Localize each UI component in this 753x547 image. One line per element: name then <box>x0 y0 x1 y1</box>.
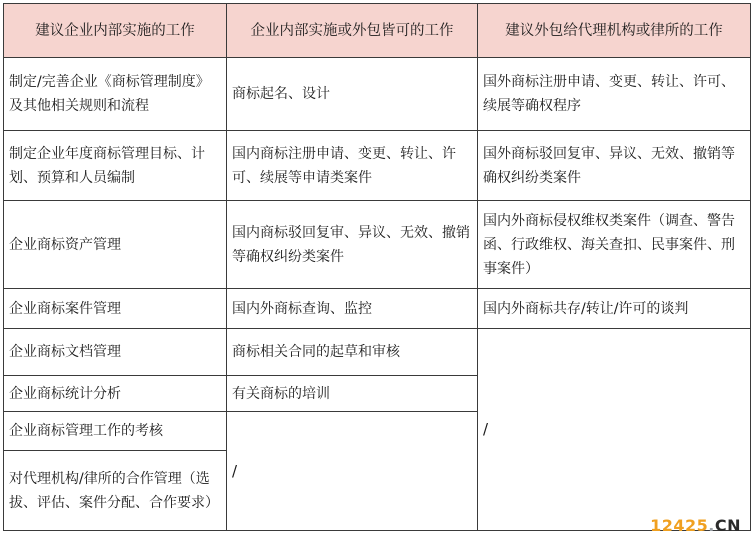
either-cell: 国内商标注册申请、变更、转让、许可、续展等申请类案件 <box>227 131 478 201</box>
internal-cell: 企业商标案件管理 <box>4 289 227 329</box>
internal-cell: 企业商标管理工作的考核 <box>4 412 227 451</box>
header-either: 企业内部实施或外包皆可的工作 <box>227 4 478 58</box>
internal-cell: 企业商标统计分析 <box>4 376 227 412</box>
watermark-number: 12425 <box>650 516 709 535</box>
internal-cell: 对代理机构/律所的合作管理（选拔、评估、案件分配、合作要求） <box>4 451 227 531</box>
table-row <box>4 289 751 329</box>
header-row <box>4 4 751 58</box>
header-internal: 建议企业内部实施的工作 <box>4 4 227 58</box>
table-row <box>4 201 751 289</box>
slash-placeholder: / <box>483 420 489 438</box>
table-row <box>4 329 751 376</box>
outsource-cell: 国内外商标共存/转让/许可的谈判 <box>478 289 751 329</box>
either-cell: 国内商标驳回复审、异议、无效、撤销等确权纠纷类案件 <box>227 201 478 289</box>
header-outsource: 建议外包给代理机构或律所的工作 <box>478 4 751 58</box>
internal-cell: 企业商标资产管理 <box>4 201 227 289</box>
outsource-cell: 国外商标驳回复审、异议、无效、撤销等确权纠纷类案件 <box>478 131 751 201</box>
watermark-domain: CN <box>714 516 741 535</box>
internal-cell: 制定企业年度商标管理目标、计划、预算和人员编制 <box>4 131 227 201</box>
either-cell: 商标起名、设计 <box>227 58 478 131</box>
outsource-cell: 国外商标注册申请、变更、转让、许可、续展等确权程序 <box>478 58 751 131</box>
site-watermark <box>650 516 741 535</box>
either-cell: 商标相关合同的起草和审核 <box>227 329 478 376</box>
table-row <box>4 131 751 201</box>
outsource-cell: 国内外商标侵权维权类案件（调查、警告函、行政维权、海关查扣、民事案件、刑事案件） <box>478 201 751 289</box>
slash-placeholder: / <box>232 461 238 480</box>
either-empty-cell <box>227 412 478 531</box>
table-row <box>4 58 751 131</box>
either-cell: 国内外商标查询、监控 <box>227 289 478 329</box>
either-cell: 有关商标的培训 <box>227 376 478 412</box>
internal-cell: 制定/完善企业《商标管理制度》及其他相关规则和流程 <box>4 58 227 131</box>
internal-cell: 企业商标文档管理 <box>4 329 227 376</box>
trademark-work-division-table <box>3 3 751 531</box>
outsource-empty-cell <box>478 329 751 531</box>
watermark-dot: . <box>708 516 715 535</box>
